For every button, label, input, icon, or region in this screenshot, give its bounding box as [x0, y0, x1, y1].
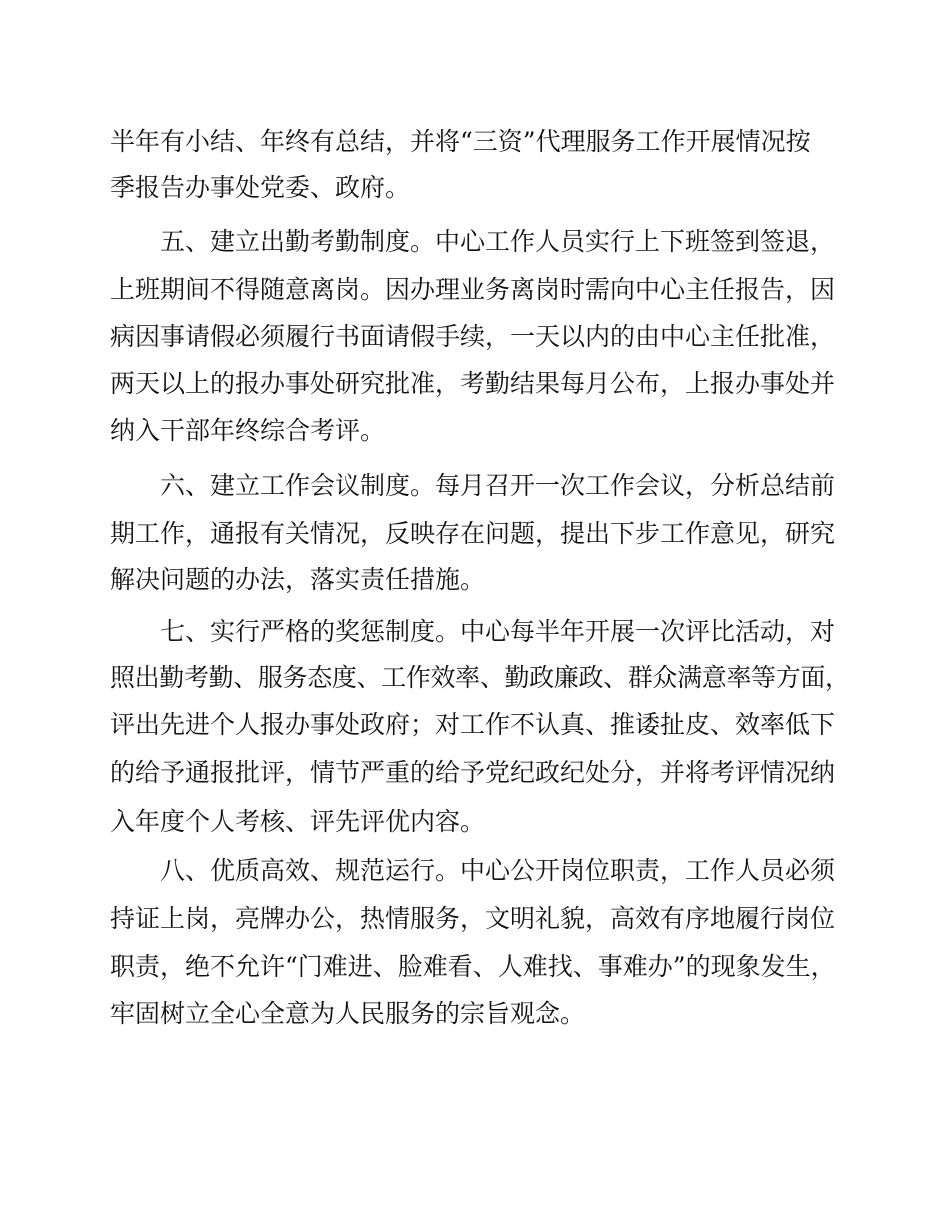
text-line: 解决问题的办法，落实责任措施。: [110, 565, 486, 594]
text-line: 病因事请假必须履行书面请假手续，一天以内的由中心主任批准，: [110, 322, 836, 351]
text-line: 期工作，通报有关情况，反映存在问题，提出下步工作意见，研究: [110, 519, 836, 548]
text-line: 两天以上的报办事处研究批准，考勤结果每月公布，上报办事处并: [110, 369, 836, 398]
text-line: 季报告办事处党委、政府。: [110, 173, 411, 202]
text-line: 职责，绝不允许“门难进、脸难看、人难找、事难办”的现象发生，: [110, 952, 836, 981]
paragraph-start-line: 七、实行严格的奖惩制度。中心每半年开展一次评比活动，对: [160, 617, 836, 646]
paragraph-start-line: 六、建立工作会议制度。每月召开一次工作会议，分析总结前: [160, 471, 836, 500]
text-line: 上班期间不得随意离岗。因办理业务离岗时需向中心主任报告，因: [110, 275, 836, 304]
text-line: 牢固树立全心全意为人民服务的宗旨观念。: [110, 999, 586, 1028]
text-line: 的给予通报批评，情节严重的给予党纪政纪处分，并将考评情况纳: [110, 758, 836, 787]
paragraph-start-line: 五、建立出勤考勤制度。中心工作人员实行上下班签到签退，: [160, 227, 836, 256]
text-line: 半年有小结、年终有总结，并将“三资”代理服务工作开展情况按: [110, 127, 811, 156]
text-line: 评出先进个人报办事处政府；对工作不认真、推诿扯皮、效率低下: [110, 710, 836, 739]
paragraph-start-line: 八、优质高效、规范运行。中心公开岗位职责，工作人员必须: [160, 856, 836, 885]
text-line: 入年度个人考核、评先评优内容。: [110, 807, 486, 836]
text-line: 持证上岗，亮牌办公，热情服务，文明礼貌，高效有序地履行岗位: [110, 904, 836, 933]
text-line: 纳入干部年终综合考评。: [110, 416, 386, 445]
text-line: 照出勤考勤、服务态度、工作效率、勤政廉政、群众满意率等方面，: [110, 663, 850, 692]
